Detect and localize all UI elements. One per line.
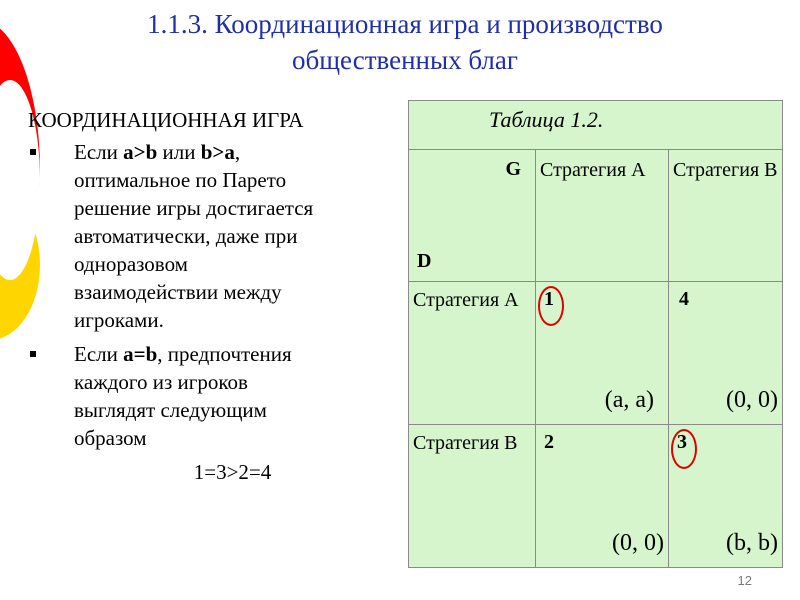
cell-payoff: (b, b) bbox=[726, 530, 778, 556]
cell-rank: 3 bbox=[677, 431, 687, 454]
bullet-1-line-4: автоматически, даже при bbox=[74, 224, 298, 248]
player-d-label: D bbox=[417, 250, 432, 273]
bullet-1-line-1: Если a>b или b>a, bbox=[74, 140, 241, 164]
cell-payoff: (0, 0) bbox=[726, 387, 778, 414]
cell-a-a bbox=[536, 282, 669, 425]
bullet-square-icon bbox=[30, 351, 36, 357]
bullet-2-line-1: Если a=b, предпочтения bbox=[74, 342, 292, 366]
cell-b-b bbox=[669, 425, 783, 568]
title-line-2: общественных благ bbox=[292, 45, 518, 75]
bullet-1-line-6: взаимодействии между bbox=[74, 280, 282, 304]
cell-rank: 2 bbox=[544, 431, 554, 454]
bullet-square-icon bbox=[30, 149, 36, 155]
cell-payoff: (a, a) bbox=[604, 387, 654, 414]
row-header-a: Стратегия А bbox=[409, 282, 536, 425]
corner-cell bbox=[409, 149, 536, 282]
bullet-2 bbox=[20, 340, 415, 452]
bullet-1-line-3: решение игры достигается bbox=[74, 196, 314, 220]
bullet-2-line-2: каждого из игроков bbox=[74, 370, 248, 394]
bullet-1-line-7: игроками. bbox=[74, 308, 164, 332]
preference-formula: 1=3>2=4 bbox=[193, 460, 272, 484]
cell-b-a bbox=[536, 425, 669, 568]
table-caption: Таблица 1.2. bbox=[409, 101, 783, 150]
col-header-a: Стратегия А bbox=[536, 149, 669, 282]
title-line-1: 1.1.3. Координационная игра и производство bbox=[147, 9, 663, 39]
cell-rank: 4 bbox=[679, 288, 689, 311]
col-header-b: Стратегия В bbox=[669, 149, 783, 282]
cell-payoff: (0, 0) bbox=[612, 530, 664, 556]
bullet-1 bbox=[20, 138, 415, 334]
bullet-2-line-3: выглядят следующим bbox=[74, 398, 267, 422]
cell-a-b bbox=[669, 282, 783, 425]
bullet-2-line-4: образом bbox=[74, 426, 147, 450]
page-number: 12 bbox=[737, 573, 752, 588]
player-g-label: G bbox=[505, 157, 521, 180]
cell-rank: 1 bbox=[544, 288, 554, 311]
payoff-table bbox=[408, 100, 783, 568]
bullet-1-line-5: одноразовом bbox=[74, 252, 188, 276]
section-heading: КООРДИНАЦИОННАЯ ИГРА bbox=[28, 108, 304, 132]
left-text-block bbox=[20, 106, 415, 486]
row-header-b: Стратегия В bbox=[409, 425, 536, 568]
slide-title bbox=[60, 6, 750, 78]
bullet-1-line-2: оптимальное по Парето bbox=[74, 168, 287, 192]
